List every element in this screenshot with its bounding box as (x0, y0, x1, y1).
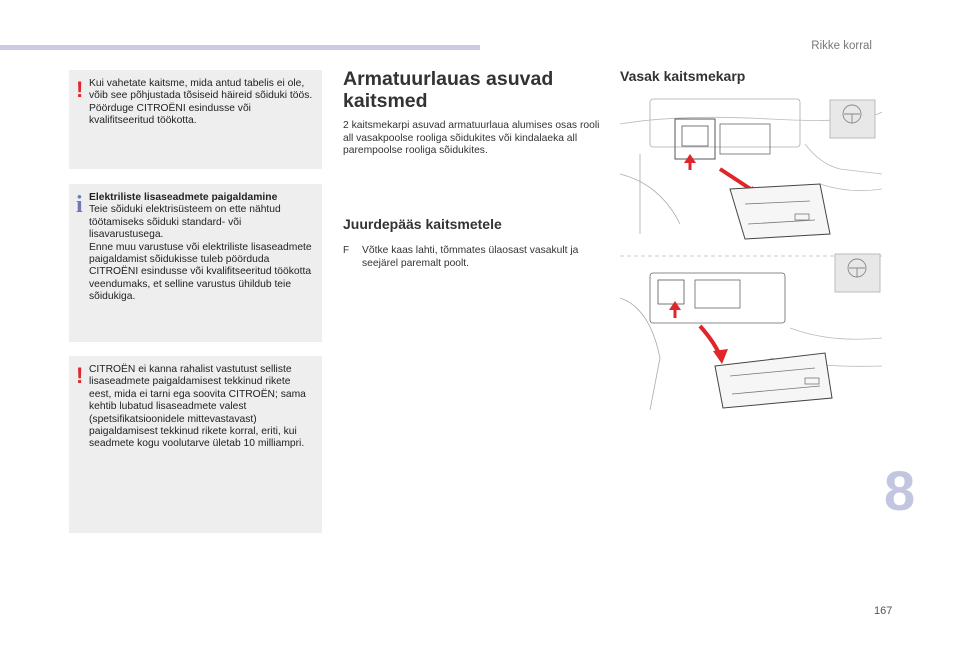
access-title: Juurdepääs kaitsmetele (343, 216, 502, 232)
warning-text-fuse: Kui vahetate kaitsme, mida antud tabelis ei ole, võib see põhjustada tõsiseid häireid sõiduki töös. Pöörduge CITROËNI esindusse või kvalifitseeritud töökotta. (89, 78, 313, 127)
intro-text: 2 kaitsmekarpi asuvad armatuurlaua alumises osas rooli all vasakpoolse rooliga sõidukites või kindalaeka all parempoolse rooliga sõidukites. (343, 120, 600, 157)
warning-icon: ! (76, 77, 84, 102)
info-paragraph-1: Teie sõiduki elektrisüsteem on ette nähtud töötamiseks sõiduki standard- või lisavarustusega. (89, 204, 281, 241)
section-title: Rikke korral (811, 40, 872, 52)
warning-text-liability: CITROËN ei kanna rahalist vastutust selliste lisaseadmete paigaldamisest tekkinud rikete eest, mida ei tarni ega soovita CITROËN; sama kehtib lubatud lisaseadmete valest (spetsifikatsioonidele mittevastavast) paigaldamisest tekkinud rikete korral, eriti, kui seadmete kogu voolutarve ületab 10 milliampri. (89, 364, 306, 450)
warning-icon: ! (76, 363, 84, 388)
info-paragraph-2: Enne muu varustuse või elektriliste lisaseadmete paigaldamist sõidukisse tuleb pöörduda CITROËNI esindusse või kvalifitseeritud töökotta veendumaks, et selline varustus ühildub teie sõidukiga. (89, 241, 312, 303)
warning-box-fuse (69, 70, 322, 169)
bullet-icon: F (343, 245, 350, 256)
info-title: Elektriliste lisaseadmete paigaldamine (89, 192, 278, 203)
chapter-number: 8 (884, 459, 916, 522)
info-box-accessories (69, 184, 322, 342)
fusebox-illustration-bottom (620, 248, 882, 410)
warning-box-liability (69, 356, 322, 533)
header-bar (0, 45, 480, 50)
fusebox-illustration-top (620, 94, 882, 244)
page-number: 167 (874, 605, 893, 617)
fusebox-title: Vasak kaitsmekarp (620, 68, 746, 84)
access-step-text: Võtke kaas lahti, tõmmates ülaosast vasakult ja seejärel paremalt poolt. (362, 245, 579, 269)
page-title: Armatuurlauas asuvad kaitsmed (343, 68, 554, 112)
info-icon: i (76, 192, 83, 218)
